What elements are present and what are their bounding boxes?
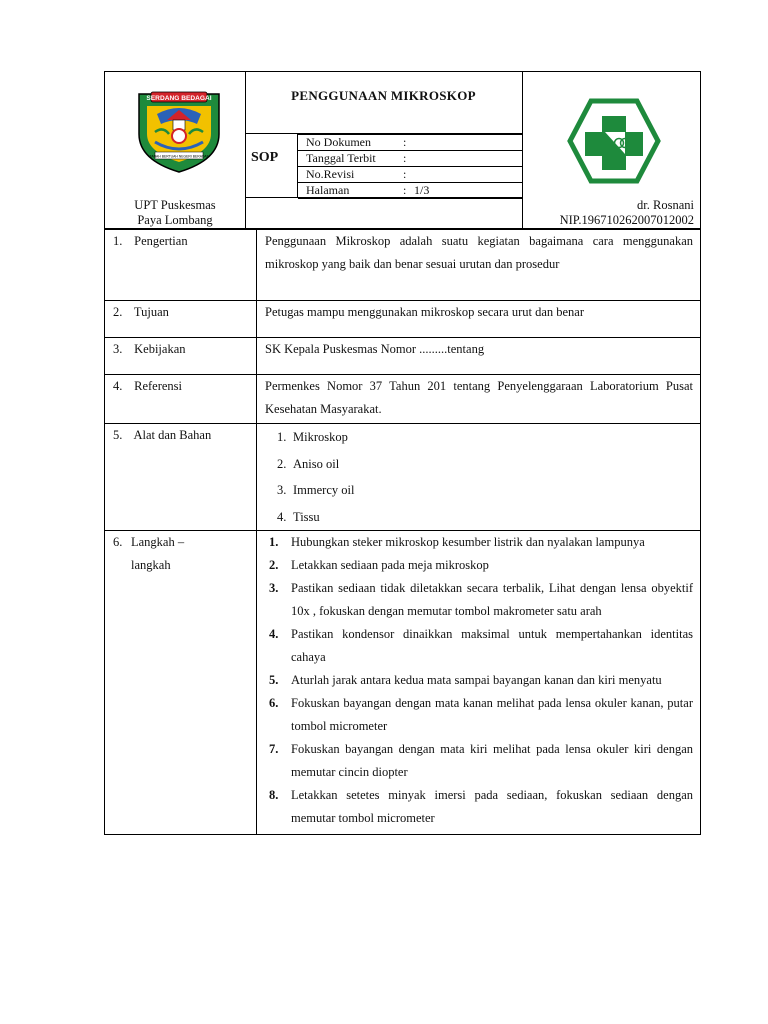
section-number: 5. [113, 428, 123, 442]
list-item-text: Mikroskop [293, 430, 348, 444]
section-label [105, 375, 257, 424]
step-item [265, 669, 693, 692]
meta-separator: : [403, 151, 407, 165]
step-number: 2. [269, 558, 279, 572]
section-label [105, 301, 257, 338]
org-line-2: Paya Lombang [137, 213, 213, 227]
step-number: 5. [269, 673, 279, 687]
list-number: 4. [277, 509, 287, 524]
meta-separator: : [403, 167, 407, 181]
section-tujuan [105, 301, 701, 338]
section-number: 1. [113, 234, 123, 248]
list-item-text: Aniso oil [293, 456, 340, 471]
list-item [265, 424, 693, 451]
section-title: Pengertian [134, 234, 188, 248]
section-body: Petugas mampu menggunakan mikroskop secara urut dan benar [257, 301, 701, 338]
step-number: 1. [269, 535, 279, 549]
section-title: Tujuan [133, 305, 169, 319]
list-number: 1. [277, 430, 287, 444]
list-item-text: Immercy oil [293, 483, 355, 497]
serdang-bedagai-logo-icon [133, 90, 225, 174]
section-number: 3. [113, 342, 123, 356]
meta-label: Halaman [306, 183, 350, 197]
steps-list [265, 531, 693, 830]
header-right-cell [522, 72, 700, 228]
section-label [105, 531, 257, 835]
document-meta [297, 134, 522, 198]
divider [245, 197, 522, 198]
step-item [265, 692, 693, 738]
logo-banner-text: SERDANG BEDAGAI [146, 95, 212, 102]
step-item [265, 784, 693, 830]
meta-row-revisi [298, 167, 522, 183]
step-item [265, 738, 693, 784]
sop-document [104, 71, 701, 835]
section-langkah [105, 531, 701, 835]
section-number: 4. [113, 379, 123, 393]
section-title: Kebijakan [134, 342, 186, 356]
step-number: 6. [269, 696, 279, 710]
step-text: Fokuskan bayangan dengan mata kanan melihat pada lensa okuler kanan, putar tombol micrometer [291, 696, 693, 733]
step-item [265, 554, 693, 577]
step-number: 3. [269, 581, 279, 595]
meta-row-tanggal [298, 151, 522, 167]
meta-value: 1/3 [414, 183, 430, 197]
organization-name [105, 198, 245, 228]
section-body: Penggunaan Mikroskop adalah suatu kegiatan bagaimana cara menggunakan mikroskop yang baik dan benar sesuai urutan dan prosedur [257, 230, 701, 301]
section-body [257, 424, 701, 531]
meta-separator: : [403, 135, 407, 149]
list-number: 3. [277, 483, 287, 497]
meta-row-dokumen [298, 135, 522, 151]
signer-block [523, 198, 700, 228]
list-item [265, 451, 693, 478]
step-item [265, 623, 693, 669]
list-item [265, 504, 693, 531]
section-number: 2. [113, 305, 123, 319]
meta-label: No.Revisi [306, 167, 355, 181]
sop-label: SOP [251, 150, 279, 165]
step-text: Letakkan setetes minyak imersi pada sediaan, fokuskan sediaan dengan memutar tombol micrometer [291, 788, 693, 825]
section-kebijakan [105, 338, 701, 375]
step-item [265, 531, 693, 554]
section-title-continued: langkah [131, 558, 171, 572]
section-title: Alat dan Bahan [133, 428, 212, 442]
meta-label: Tanggal Terbit [306, 151, 376, 165]
meta-separator: : [403, 183, 407, 197]
step-text: Pastikan sediaan tidak diletakkan secara terbalik, Lihat dengan lensa obyektif 10x , fokuskan dengan memutar tombol makrometer satu arah [291, 581, 693, 618]
section-referensi [105, 375, 701, 424]
step-number: 7. [269, 742, 279, 756]
org-line-1: UPT Puskesmas [134, 198, 216, 212]
sop-content-table [104, 229, 701, 835]
puskesmas-logo-icon [567, 98, 661, 184]
section-body: Permenkes Nomor 37 Tahun 201 tentang Penyelenggaraan Laboratorium Pusat Kesehatan Masyarakat. [257, 375, 701, 424]
step-number: 8. [269, 788, 279, 802]
section-alat-dan-bahan [105, 424, 701, 531]
section-title: Langkah – [131, 535, 185, 549]
section-pengertian [105, 230, 701, 301]
list-number: 2. [277, 456, 287, 471]
section-number: 6. [113, 535, 123, 549]
meta-label: No Dokumen [306, 135, 371, 149]
list-item-text: Tissu [293, 509, 320, 524]
step-text: Letakkan sediaan pada meja mikroskop [291, 558, 489, 572]
logo-motto-text: TANAH BERTUAH NEGERI BERADAT [149, 154, 209, 159]
section-body: SK Kepala Puskesmas Nomor .........tentang [257, 338, 701, 375]
document-title: PENGGUNAAN MIKROSKOP [291, 88, 476, 103]
section-label [105, 230, 257, 301]
step-text: Fokuskan bayangan dengan mata kiri melihat pada lensa okuler kiri dengan memutar cincin diopter [291, 742, 693, 779]
step-item [265, 577, 693, 623]
step-text: Aturlah jarak antara kedua mata sampai bayangan kanan dan kiri menyatu [291, 673, 662, 687]
signer-name: dr. Rosnani [637, 198, 694, 212]
step-number: 4. [269, 627, 279, 641]
section-title: Referensi [134, 379, 183, 393]
header-left-cell [105, 72, 246, 228]
sop-header [104, 71, 701, 229]
section-label [105, 424, 257, 531]
signer-nip: NIP.196710262007012002 [559, 213, 694, 227]
section-label [105, 338, 257, 375]
list-item [265, 477, 693, 504]
step-text: Hubungkan steker mikroskop kesumber listrik dan nyalakan lampunya [291, 535, 645, 549]
section-body [257, 531, 701, 835]
step-text: Pastikan kondensor dinaikkan maksimal untuk mempertahankan identitas cahaya [291, 627, 693, 664]
equipment-list [265, 424, 693, 530]
header-middle-cell [245, 72, 522, 228]
